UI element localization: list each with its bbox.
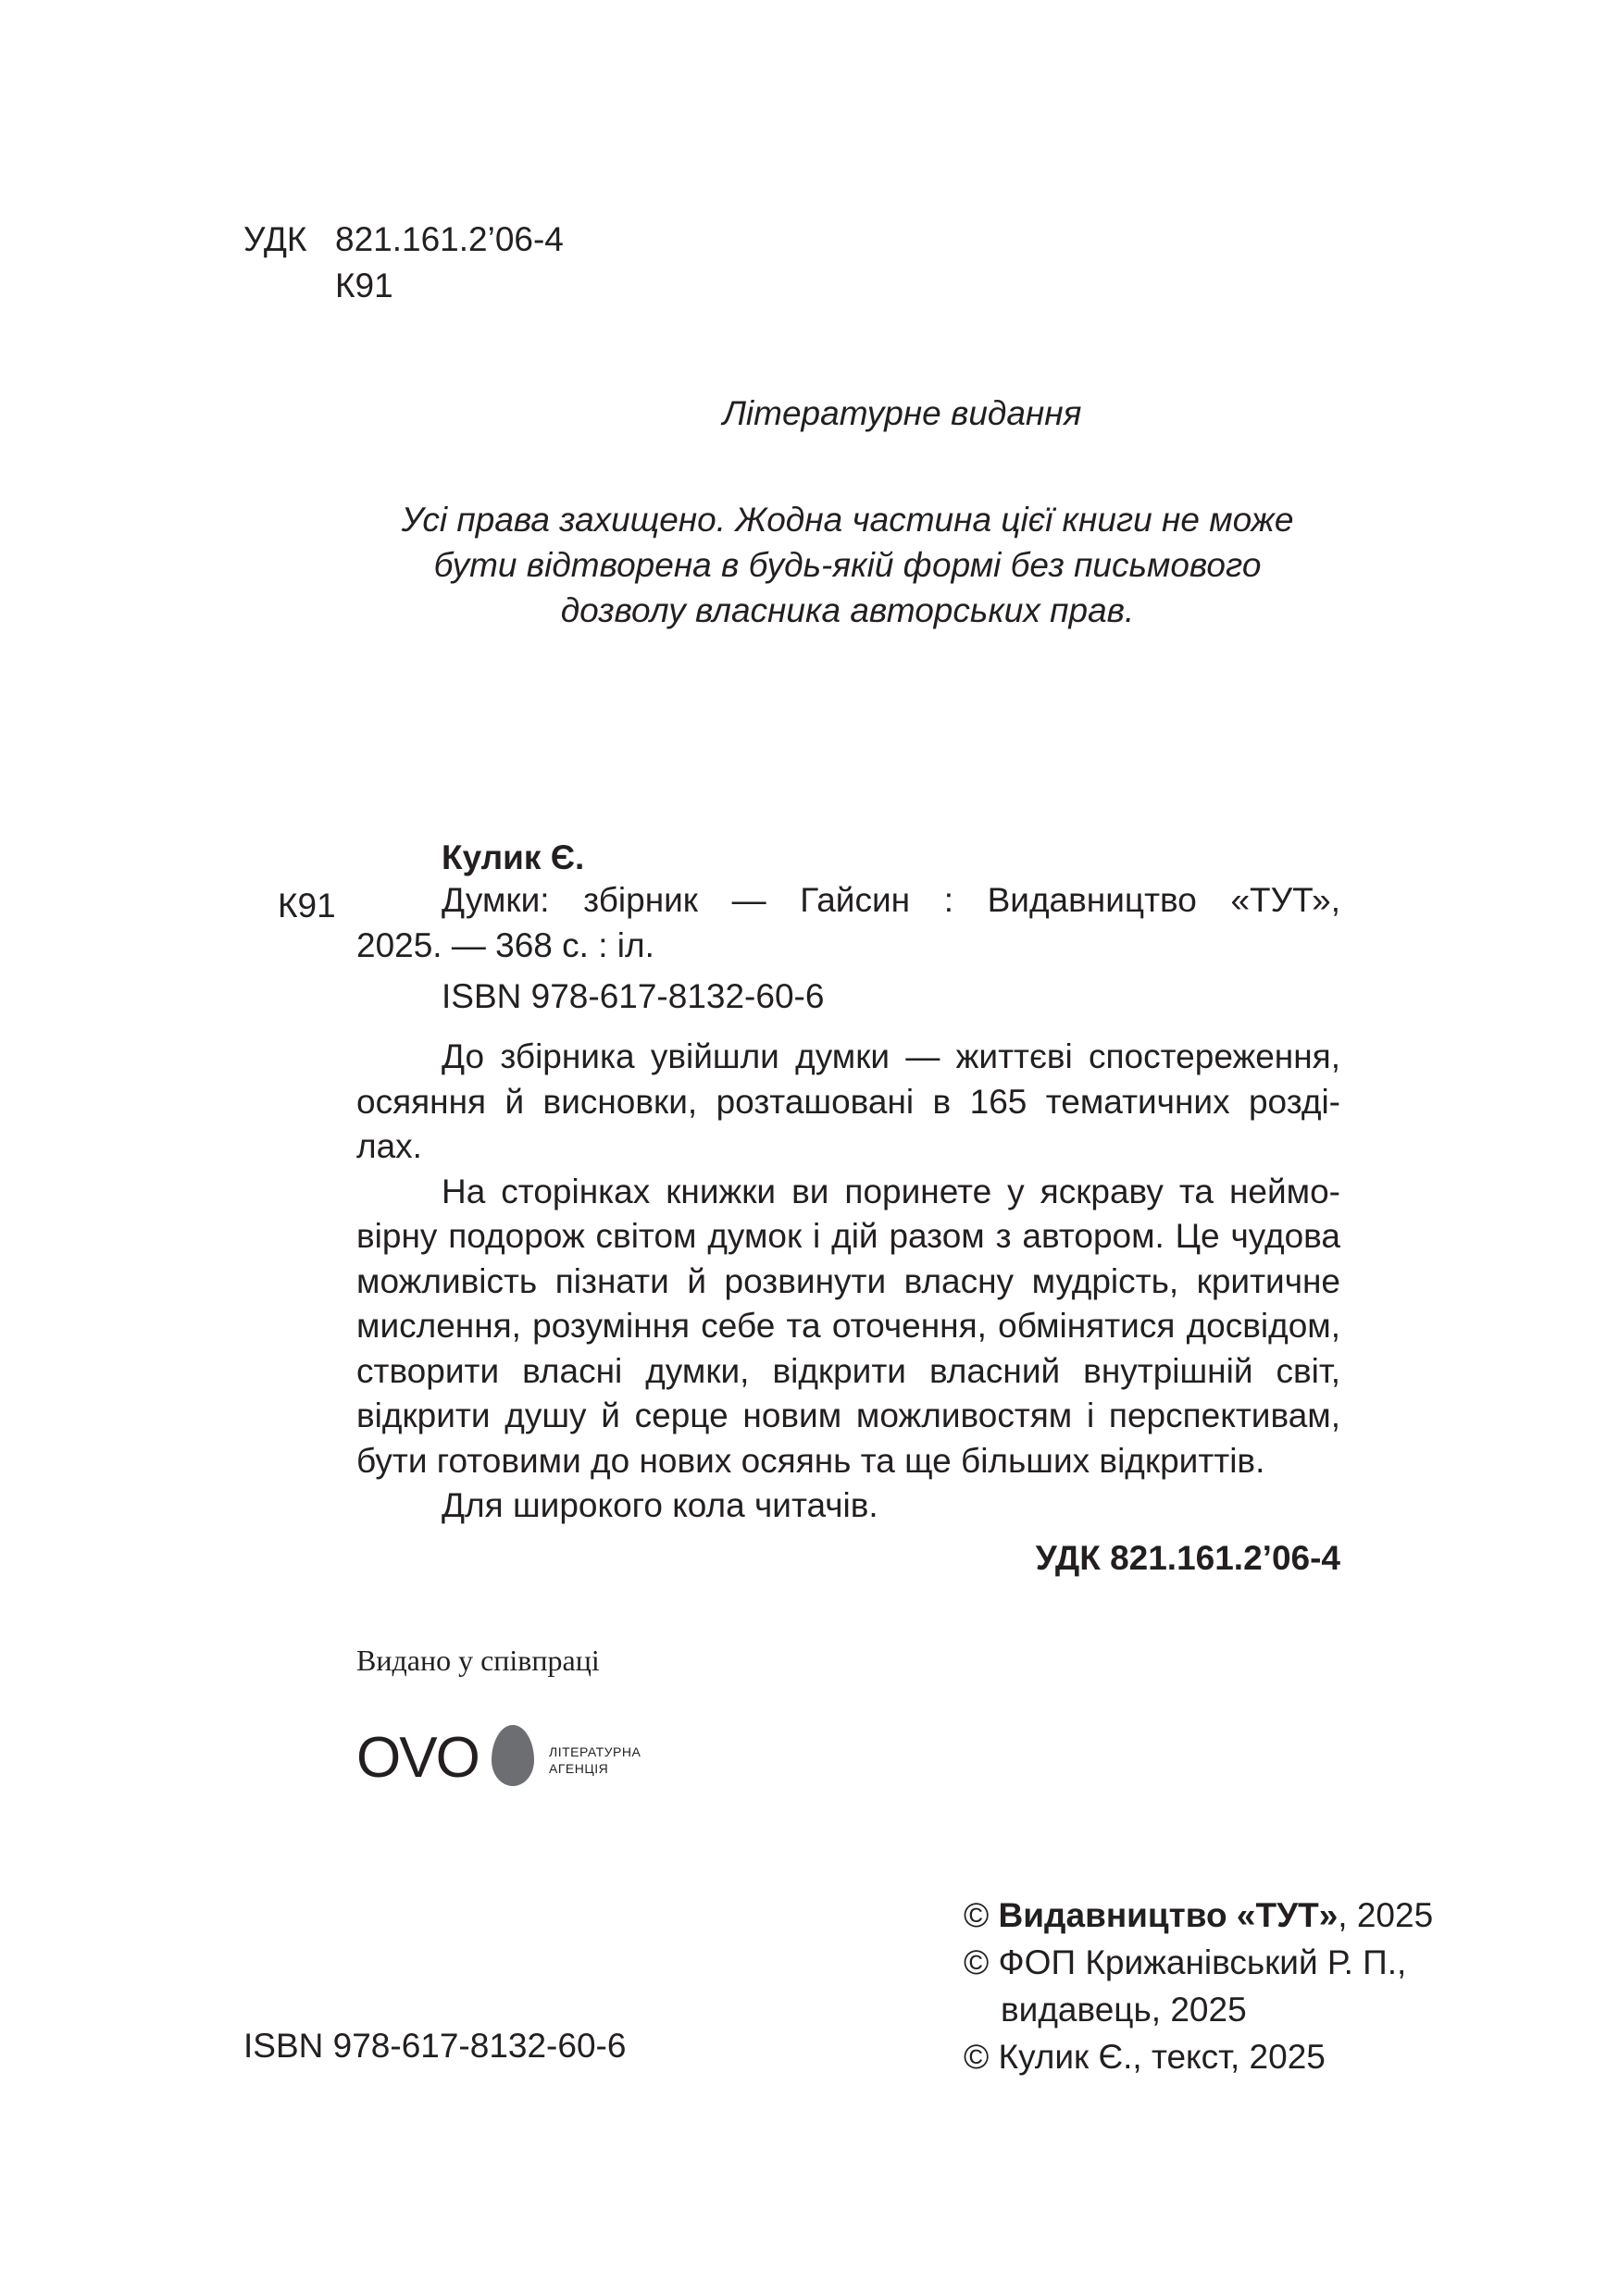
cooperation-label: Видано у співпраці <box>356 1644 600 1677</box>
annotation-line: лах. <box>356 1127 422 1165</box>
isbn-line: ISBN 978-617-8132-60-6 <box>442 977 825 1015</box>
annotation-line: До збірника увійшли думки — життєві спостереження, <box>442 1037 1340 1075</box>
bbk-code: К91 <box>335 267 393 304</box>
egg-icon <box>492 1725 534 1786</box>
ovo-logo <box>356 1721 690 1795</box>
copyright-line <box>964 1892 1433 1939</box>
author-name: Кулик Є. <box>442 838 585 876</box>
annotation-line: бути готовими до нових осяянь та ще більших відкриттів. <box>356 1441 1265 1480</box>
copyright-year: , 2025 <box>1338 1896 1434 1934</box>
rights-notice <box>243 497 1340 633</box>
udk-bold: УДК 821.161.2’06-4 <box>1035 1538 1340 1577</box>
footer-isbn: ISBN 978-617-8132-60-6 <box>243 2027 627 2065</box>
annotation <box>356 1035 1340 1581</box>
edition-type: Літературне видання <box>722 394 1082 432</box>
copyright-block <box>964 1892 1433 2080</box>
copyright-line: © Кулик Є., текст, 2025 <box>964 2038 1326 2076</box>
annotation-line: можливість пізнати й розвинути власну мудрість, критичне <box>356 1261 1340 1300</box>
imprint-line: 2025. — 368 с. : іл. <box>356 926 654 964</box>
annotation-line: вірну подорож світом думок і дій разом з автором. Це чудова <box>356 1217 1340 1255</box>
annotation-line: Для широкого кола читачів. <box>442 1486 878 1524</box>
copyright-symbol: © <box>964 1896 990 1934</box>
annotation-line: відкрити душу й серце новим можливостям і перспективам, <box>356 1396 1340 1434</box>
udk-code: 821.161.2’06-4 <box>335 220 564 258</box>
rights-line: бути відтворена в будь-якій формі без письмового <box>433 546 1262 584</box>
annotation-line: На сторінках книжки ви поринете у яскраву та неймо- <box>442 1172 1340 1210</box>
bibliographic-record <box>356 877 1340 1019</box>
annotation-line: створити власні думки, відкрити власний внутрішній світ, <box>356 1351 1340 1390</box>
rights-line: Усі права захищено. Жодна частина цієї книги не може <box>401 501 1294 539</box>
bbk-side: К91 <box>278 887 336 925</box>
title-line: Думки: збірник — Гайсин : Видавництво «ТУТ», <box>442 881 1340 919</box>
copyright-line: © ФОП Крижанівський Р. П., <box>964 1943 1407 1981</box>
logo-subtitle <box>549 1744 641 1777</box>
copyright-line: видавець, 2025 <box>1001 1991 1247 2029</box>
logo-subtitle-line: АГЕНЦІЯ <box>549 1761 609 1776</box>
annotation-line: мислення, розуміння себе та оточення, обмінятися досвідом, <box>356 1307 1340 1345</box>
logo-wordmark: OVO <box>356 1726 479 1790</box>
udk-label: УДК <box>243 220 307 258</box>
logo-subtitle-line: ЛІТЕРАТУРНА <box>549 1744 641 1759</box>
rights-line: дозволу власника авторських прав. <box>560 591 1135 629</box>
annotation-line: осяяння й висновки, розташовані в 165 тематичних розді- <box>356 1082 1340 1121</box>
publisher-name: Видавництво «ТУТ» <box>998 1896 1339 1934</box>
